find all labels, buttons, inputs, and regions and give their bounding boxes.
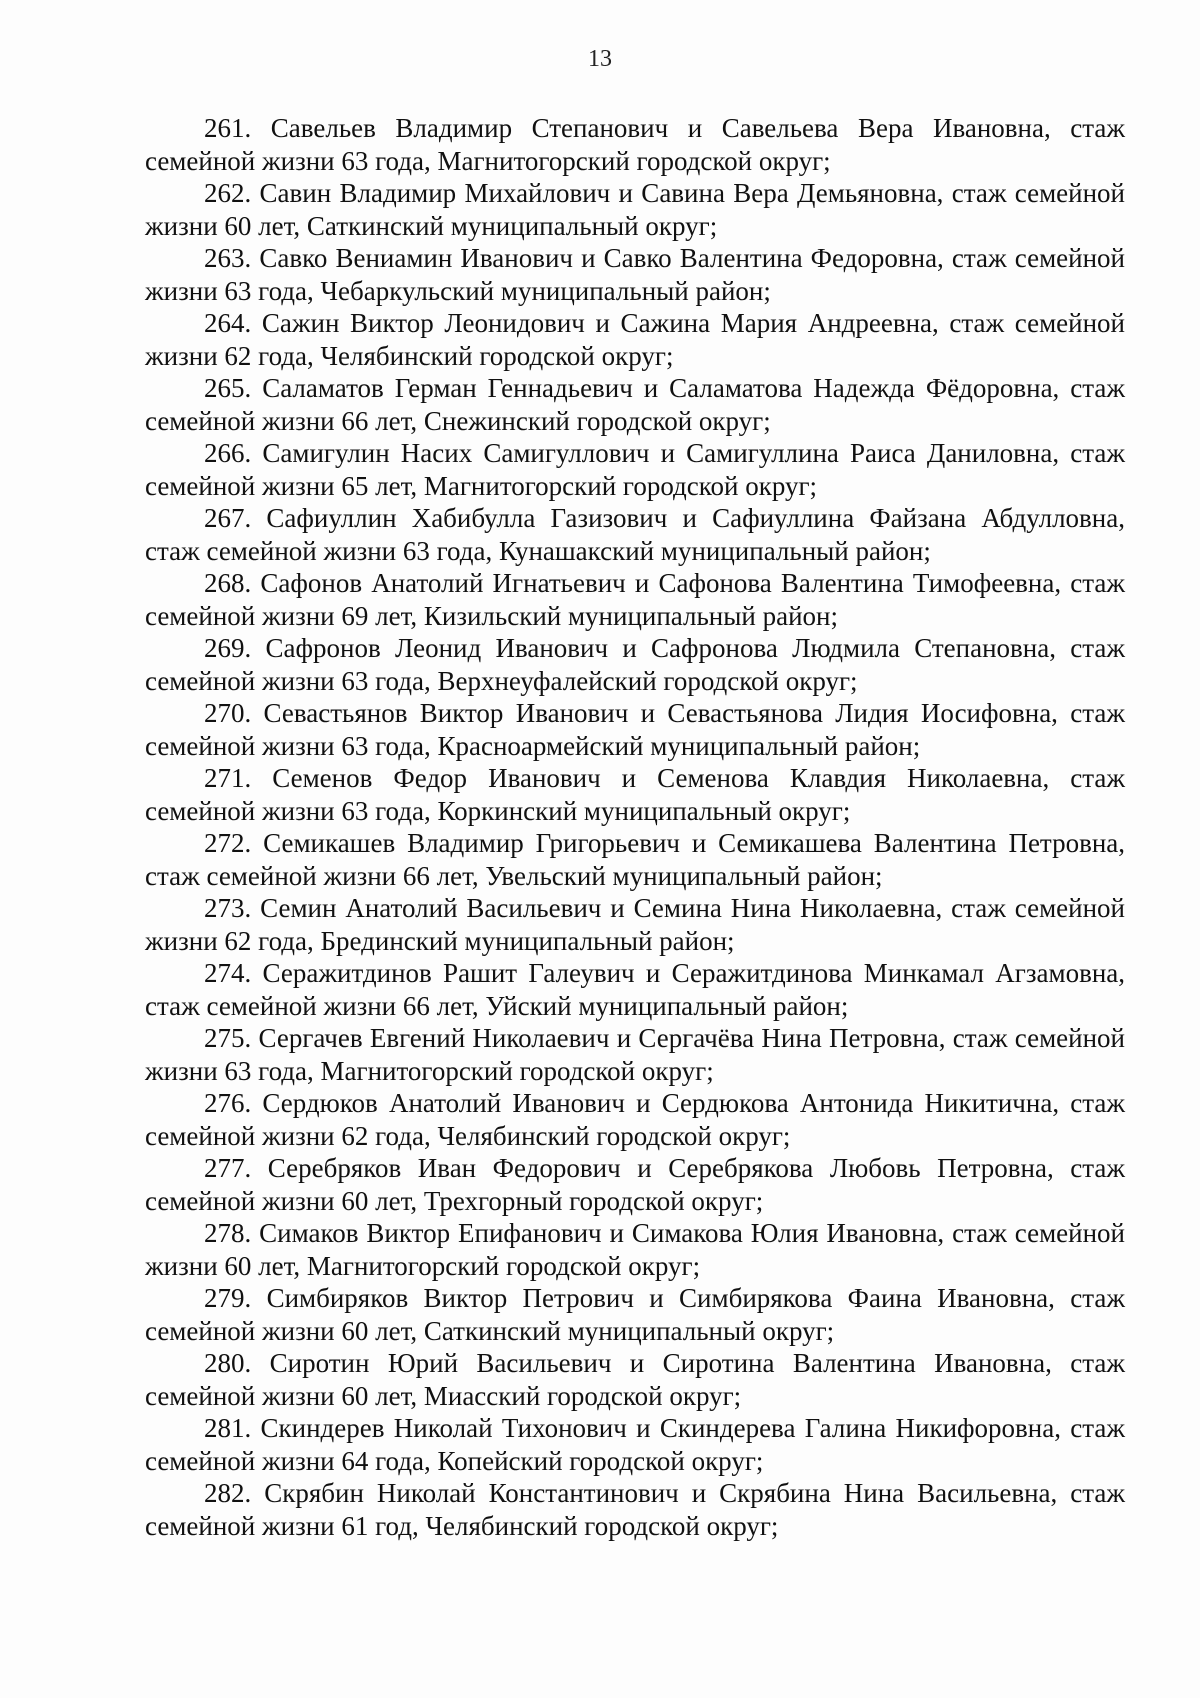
- list-entry: 263. Савко Вениамин Иванович и Савко Валентина Федоровна, стаж семейной жизни 63 года, Чебаркульский муниципальный район;: [145, 243, 1125, 306]
- list-entry: 270. Севастьянов Виктор Иванович и Севастьянова Лидия Иосифовна, стаж семейной жизни 63 года, Красноармейский муниципальный район;: [145, 698, 1125, 761]
- list-entry: 273. Семин Анатолий Васильевич и Семина Нина Николаевна, стаж семейной жизни 62 года, Брединский муниципальный район;: [145, 893, 1125, 956]
- list-entry: 271. Семенов Федор Иванович и Семенова Клавдия Николаевна, стаж семейной жизни 63 года, Коркинский муниципальный округ;: [145, 763, 1125, 826]
- list-entry: 281. Скиндерев Николай Тихонович и Скиндерева Галина Никифоровна, стаж семейной жизни 64 года, Копейский городской округ;: [145, 1413, 1125, 1476]
- list-entry: 278. Симаков Виктор Епифанович и Симакова Юлия Ивановна, стаж семейной жизни 60 лет, Магнитогорский городской округ;: [145, 1218, 1125, 1281]
- list-entry: 280. Сиротин Юрий Васильевич и Сиротина Валентина Ивановна, стаж семейной жизни 60 лет, Миасский городской округ;: [145, 1348, 1125, 1411]
- list-entry: 264. Сажин Виктор Леонидович и Сажина Мария Андреевна, стаж семейной жизни 62 года, Челябинский городской округ;: [145, 308, 1125, 371]
- list-entry: 276. Сердюков Анатолий Иванович и Сердюкова Антонида Никитична, стаж семейной жизни 62 года, Челябинский городской округ;: [145, 1088, 1125, 1151]
- list-entry: 269. Сафронов Леонид Иванович и Сафронова Людмила Степановна, стаж семейной жизни 63 года, Верхнеуфалейский городской округ;: [145, 633, 1125, 696]
- entry-list: [145, 112, 1125, 1542]
- list-entry: 267. Сафиуллин Хабибулла Газизович и Сафиуллина Файзана Абдулловна, стаж семейной жизни 63 года, Кунашакский муниципальный район;: [145, 503, 1125, 566]
- list-entry: 261. Савельев Владимир Степанович и Савельева Вера Ивановна, стаж семейной жизни 63 года, Магнитогорский городской округ;: [145, 113, 1125, 176]
- list-entry: 265. Саламатов Герман Геннадьевич и Саламатова Надежда Фёдоровна, стаж семейной жизни 66 лет, Снежинский городской округ;: [145, 373, 1125, 436]
- list-entry: 282. Скрябин Николай Константинович и Скрябина Нина Васильевна, стаж семейной жизни 61 год, Челябинский городской округ;: [145, 1478, 1125, 1541]
- list-entry: 272. Семикашев Владимир Григорьевич и Семикашева Валентина Петровна, стаж семейной жизни 66 лет, Увельский муниципальный район;: [145, 828, 1125, 891]
- list-entry: 279. Симбиряков Виктор Петрович и Симбирякова Фаина Ивановна, стаж семейной жизни 60 лет, Саткинский муниципальный округ;: [145, 1283, 1125, 1346]
- list-entry: 262. Савин Владимир Михайлович и Савина Вера Демьяновна, стаж семейной жизни 60 лет, Саткинский муниципальный округ;: [145, 178, 1125, 241]
- list-entry: 268. Сафонов Анатолий Игнатьевич и Сафонова Валентина Тимофеевна, стаж семейной жизни 69 лет, Кизильский муниципальный район;: [145, 568, 1125, 631]
- list-entry: 274. Серажитдинов Рашит Галеувич и Серажитдинова Минкамал Агзамовна, стаж семейной жизни 66 лет, Уйский муниципальный район;: [145, 958, 1125, 1021]
- list-entry: 277. Серебряков Иван Федорович и Серебрякова Любовь Петровна, стаж семейной жизни 60 лет, Трехгорный городской округ;: [145, 1153, 1125, 1216]
- page-number: 13: [588, 46, 612, 72]
- list-entry: 266. Самигулин Насих Самигуллович и Самигуллина Раиса Даниловна, стаж семейной жизни 65 лет, Магнитогорский городской округ;: [145, 438, 1125, 501]
- list-entry: 275. Сергачев Евгений Николаевич и Сергачёва Нина Петровна, стаж семейной жизни 63 года, Магнитогорский городской округ;: [145, 1023, 1125, 1086]
